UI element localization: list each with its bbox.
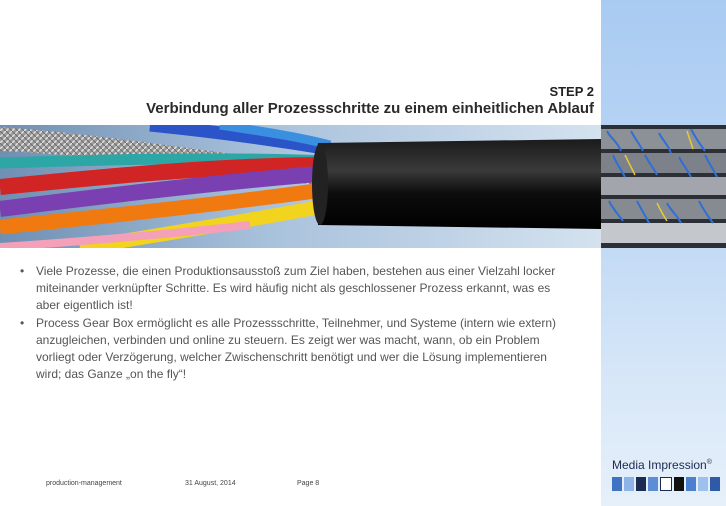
bullet-item: • Viele Prozesse, die einen Produktionsausstoß zum Ziel haben, bestehen aus einer Vielzahl locker miteinander verknüpfter Schritte. Es wird häufig nicht als geschlossener Prozess erkannt, was es aber eigentlich ist! [18, 263, 573, 314]
server-rack-image [601, 125, 726, 248]
bullet-list [18, 263, 573, 384]
slide-subtitle: Verbindung aller Prozessschritte zu einem einheitlichen Ablauf [146, 100, 594, 117]
logo-name: Media Impression [612, 458, 707, 472]
company-logo [612, 458, 720, 491]
cable-banner-image [0, 125, 601, 248]
footer-page-number: Page 8 [297, 480, 320, 487]
slide-title-block [146, 84, 594, 118]
side-gradient-panel [601, 0, 726, 506]
footer-date: 31 August, 2014 [185, 480, 236, 487]
logo-wordmark [612, 458, 720, 472]
bullet-item: • Process Gear Box ermöglicht es alle Prozessschritte, Teilnehmer, und Systeme (intern wie extern) anzugleichen, verbinden und online zu steuern. Es zeigt wer was macht, wann, ob ein Problem vorliegt oder Verzögerung, welcher Zwischenschritt benötigt und wer die Lösung implementieren wird; das Ganze „on the fly“! [18, 315, 573, 383]
registered-mark: ® [706, 459, 712, 466]
footer-section: production-management [46, 480, 122, 487]
logo-color-bar [612, 477, 720, 491]
step-label: STEP 2 [549, 84, 594, 99]
